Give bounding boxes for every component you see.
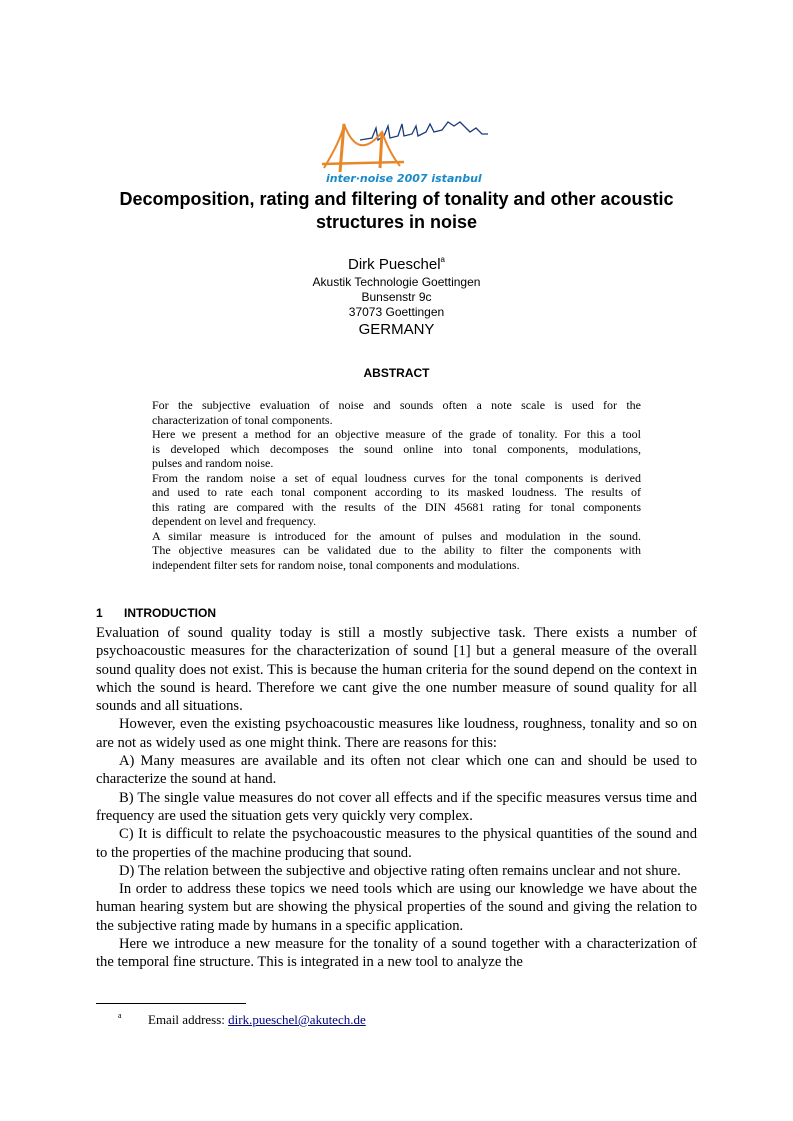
abstract-line: The objective measures can be validated due to the ability to filter the components with <box>152 543 641 557</box>
section-number: 1 <box>96 606 103 620</box>
email-link[interactable]: dirk.pueschel@akutech.de <box>228 1012 366 1027</box>
bridge-deck-shape <box>322 162 404 164</box>
footnote <box>118 1011 366 1028</box>
logo-text: inter·noise 2007 istanbul <box>326 172 482 185</box>
abstract-line: pulses and random noise. <box>152 456 274 470</box>
abstract-text <box>152 398 641 572</box>
body-paragraph: D) The relation between the subjective and objective rating often remains unclear and not shure. <box>119 862 681 879</box>
body-text <box>96 624 697 972</box>
abstract-line: this rating are compared with the results of the DIN 45681 rating for tonal components <box>152 499 641 514</box>
author-superscript: a <box>440 255 445 264</box>
abstract-heading: ABSTRACT <box>363 366 430 380</box>
body-paragraph: C) It is difficult to relate the psychoacoustic measures to the physical quantities of the sound and to the properties of the machine producing that sound. <box>96 826 697 861</box>
abstract-line: independent filter sets for random noise, tonal components and modulations. <box>152 557 520 572</box>
author-street: Bunsenstr 9c <box>361 290 432 304</box>
author-affiliation: Akustik Technologie Goettingen <box>312 275 481 289</box>
body-paragraph: However, even the existing psychoacoustic measures like loudness, roughness, tonality and so on are not as widely used as one might think. There are reasons for this: <box>96 716 697 751</box>
author-name <box>96 250 697 275</box>
abstract-line: From the random noise a set of equal loudness curves for the tonal components is derived <box>152 470 641 485</box>
footnote-divider <box>96 1003 246 1004</box>
author-city: 37073 Goettingen <box>348 305 445 319</box>
abstract-line: is developed which decomposes the sound online into tonal components, modulations, <box>152 441 641 456</box>
abstract-line: A similar measure is introduced for the amount of pulses and modulation in the sound. <box>152 528 641 543</box>
abstract-line: characterization of tonal components. <box>152 412 333 427</box>
conference-logo-image <box>320 118 492 188</box>
abstract-line: For the subjective evaluation of noise and sounds often a note scale is used for the <box>152 398 641 412</box>
sound-wave-shape <box>360 122 488 140</box>
abstract-line: dependent on level and frequency. <box>152 514 317 528</box>
footnote-mark: a <box>118 1011 122 1020</box>
body-paragraph: A) Many measures are available and its often not clear which one can and should be used to characterize the sound at hand. <box>96 753 697 788</box>
body-paragraph: In order to address these topics we need tools which are using our knowledge we have about the human hearing system but are showing the physical properties of the sound and giving the relation to the subjective rating made by humans in a specific application. <box>96 881 697 934</box>
footnote-label: Email address: <box>148 1012 229 1027</box>
body-paragraph: Here we introduce a new measure for the tonality of a sound together with a characterization of the temporal fine structure. This is integrated in a new tool to analyze the <box>96 936 697 971</box>
section-heading <box>96 606 216 620</box>
title-line-1: Decomposition, rating and filtering of tonality and other acoustic <box>119 189 674 209</box>
paper-title <box>96 188 697 234</box>
abstract-line: and used to rate each tonal component according to its masked loudness. The results of <box>152 485 641 499</box>
body-paragraph: B) The single value measures do not cover all effects and if the specific measures versus time and frequency are used the situation gets very quickly very complex. <box>96 789 697 824</box>
author-country: GERMANY <box>358 321 435 338</box>
title-line-2: structures in noise <box>315 212 478 232</box>
abstract-line: Here we present a method for an objective measure of the grade of tonality. For this a tool <box>152 427 641 441</box>
section-title: INTRODUCTION <box>124 606 216 620</box>
author-block <box>96 250 697 339</box>
author-name-text: Dirk Pueschel <box>348 256 441 273</box>
body-paragraph: Evaluation of sound quality today is still a mostly subjective task. There exists a number of psychoacoustic measures for the characterization of sound [1] but a general measure of the overall sound quality does not exist. This is because the human criteria for the sound depend on the context in which the sound is heard. Therefore we cant give the one number measure of sound quality for all sounds and all situations. <box>96 625 697 715</box>
conference-logo <box>320 118 492 188</box>
